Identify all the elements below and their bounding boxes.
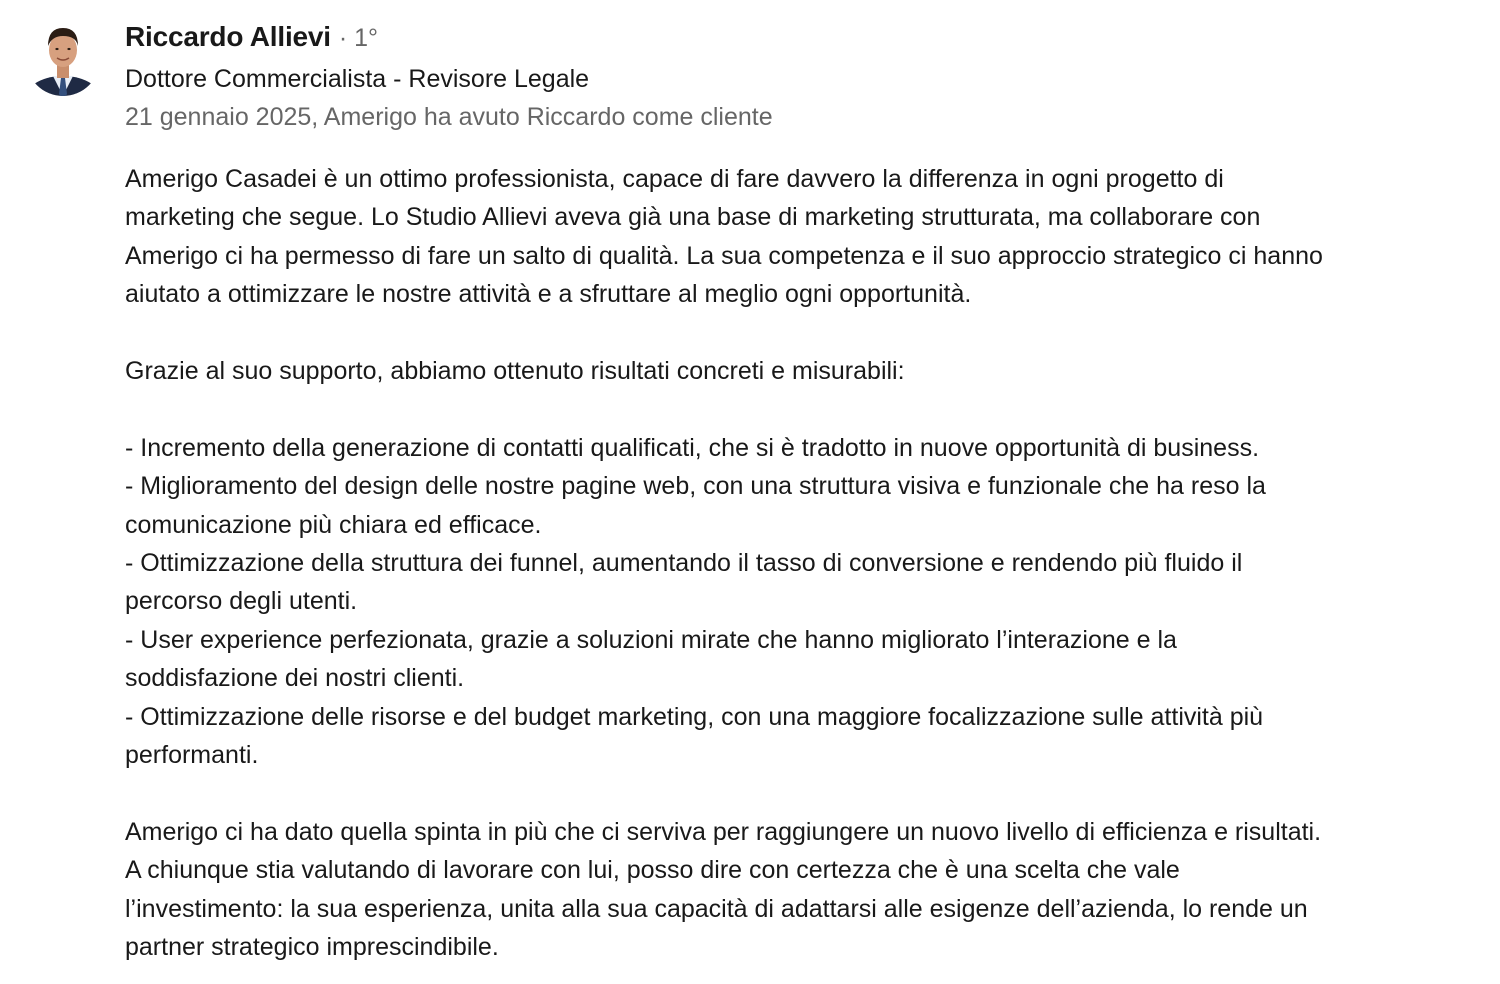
paragraph-line: Amerigo Casadei è un ottimo professionista, capace di fare davvero la differenza in ogni progetto di [125, 165, 1224, 193]
profile-photo-icon [26, 14, 100, 104]
closing-line: partner strategico imprescindibile. [125, 933, 499, 962]
bullet-line: - Incremento della generazione di contatti qualificati, che si è tradotto in nuove opportunità di business. [125, 433, 1260, 462]
author-name-link[interactable]: Riccardo Allievi [125, 21, 331, 52]
connection-degree: · 1° [338, 24, 379, 52]
paragraph-line: marketing che segue. Lo Studio Allievi aveva già una base di marketing strutturata, ma collaborare con [125, 203, 1261, 232]
closing-line: A chiunque stia valutando di lavorare con lui, posso dire con certezza che è una scelta che vale [125, 856, 1180, 885]
bullet-line: comunicazione più chiara ed efficace. [125, 510, 542, 539]
results-intro: Grazie al suo supporto, abbiamo ottenuto risultati concreti e misurabili: [125, 357, 905, 386]
paragraph-line: aiutato a ottimizzare le nostre attività e a sfruttare al meglio ogni opportunità. [125, 280, 972, 309]
recommendation-meta: 21 gennaio 2025, Amerigo ha avuto Riccardo come cliente [125, 103, 773, 131]
bullet-line: - Ottimizzazione delle risorse e del budget marketing, con una maggiore focalizzazione sulle attività più [125, 702, 1264, 731]
recommendation-text [125, 160, 1475, 966]
author-headline: Dottore Commercialista - Revisore Legale [125, 65, 590, 93]
paragraph-spacer [125, 390, 1475, 428]
paragraph-line: Amerigo ci ha permesso di fare un salto di qualità. La sua competenza e il suo approccio strategico ci hanno [125, 241, 1323, 270]
bullet-line: - User experience perfezionata, grazie a soluzioni mirate che hanno migliorato l’interazione e la [125, 625, 1177, 654]
author-avatar[interactable] [26, 14, 100, 104]
author-name-line [125, 14, 1465, 60]
bullet-line: soddisfazione dei nostri clienti. [125, 664, 465, 693]
closing-line: Amerigo ci ha dato quella spinta in più che ci serviva per raggiungere un nuovo livello di efficienza e risultati. [125, 817, 1322, 846]
closing-line: l’investimento: la sua esperienza, unita alla sua capacità di adattarsi alle esigenze dell’azienda, lo rende un [125, 894, 1308, 923]
paragraph-spacer [125, 314, 1475, 352]
author-header [125, 14, 1465, 136]
bullet-line: - Miglioramento del design delle nostre pagine web, con una struttura visiva e funzionale che ha reso la [125, 472, 1266, 501]
bullet-line: percorso degli utenti. [125, 587, 358, 616]
paragraph-spacer [125, 774, 1475, 812]
bullet-line: - Ottimizzazione della struttura dei funnel, aumentando il tasso di conversione e rendendo più fluido il [125, 549, 1243, 578]
bullet-line: performanti. [125, 741, 259, 770]
